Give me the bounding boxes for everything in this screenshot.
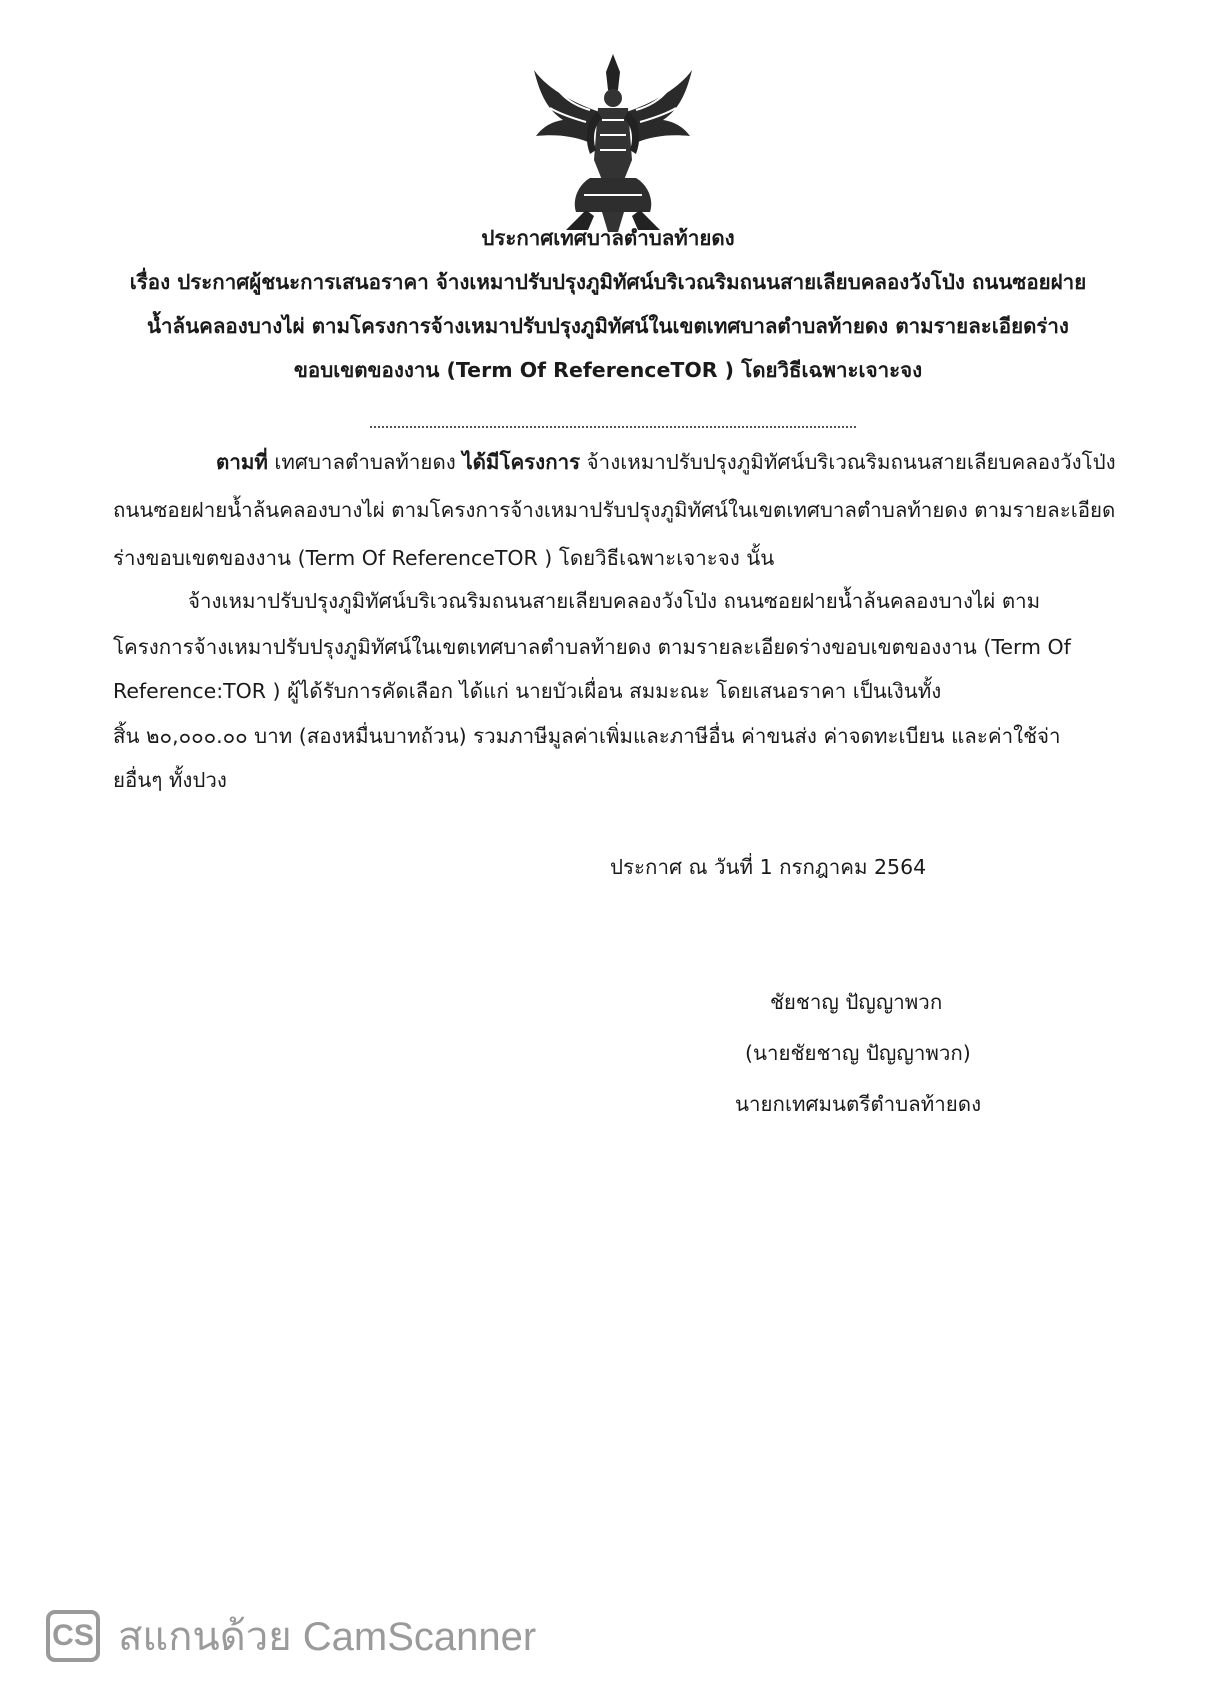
issuer-heading: ประกาศเทศบาลตำบลท้ายดง (481, 226, 735, 250)
subject-line-1: เรื่อง ประกาศผู้ชนะการเสนอราคา จ้างเหมาปรับปรุงภูมิทัศน์บริเวณริมถนนสายเลียบคลองวังโป่ง ถนนซอยฝาย (129, 270, 1087, 294)
paragraph1-project-label: ได้มีโครงการ (462, 450, 581, 474)
subject-line-3: ขอบเขตของงาน (Term Of ReferenceTOR ) โดยวิธีเฉพาะเจาะจง (293, 358, 923, 382)
camscanner-watermark (46, 1608, 536, 1664)
paragraph1-project-name: จ้างเหมาปรับปรุงภูมิทัศน์บริเวณริมถนนสายเลียบคลองวังโป่ง (586, 450, 1116, 474)
paragraph1-line3: ร่างขอบเขตของงาน (Term Of ReferenceTOR ) โดยวิธีเฉพาะเจาะจง นั้น (113, 546, 775, 570)
signature: ชัยชาญ ปัญญาพวก (770, 990, 943, 1014)
paragraph1-lead: ตามที่ (216, 450, 268, 474)
paragraph1-agency: เทศบาลตำบลท้ายดง (274, 450, 456, 474)
paragraph2-line5: ยอื่นๆ ทั้งปวง (113, 768, 227, 792)
paragraph2-line2: โครงการจ้างเหมาปรับปรุงภูมิทัศน์ในเขตเทศบาลตำบลท้ายดง ตามรายละเอียดร่างขอบเขตของงาน (Term Of (113, 635, 1071, 659)
paragraph2-line4: สิ้น ๒๐,๐๐๐.๐๐ บาท (สองหมื่นบาทถ้วน) รวมภาษีมูลค่าเพิ่มและภาษีอื่น ค่าขนส่ง ค่าจดทะเบียน และค่าใช้จ่า (113, 724, 1061, 748)
paragraph1-line2: ถนนซอยฝายน้ำล้นคลองบางไผ่ ตามโครงการจ้างเหมาปรับปรุงภูมิทัศน์ในเขตเทศบาลตำบลท้ายดง ตามรายละเอียด (113, 498, 1116, 522)
signer-position: นายกเทศมนตรีตำบลท้ายดง (735, 1092, 982, 1116)
paragraph1-line1 (216, 448, 1116, 476)
camscanner-logo-icon: CS (46, 1610, 100, 1662)
separator-line (370, 426, 856, 428)
subject-line-2: น้ำล้นคลองบางไผ่ ตามโครงการจ้างเหมาปรับปรุงภูมิทัศน์ในเขตเทศบาลตำบลท้ายดง ตามรายละเอียดร่าง (147, 314, 1069, 338)
garuda-emblem (528, 50, 698, 235)
paragraph2-line3: Reference:TOR ) ผู้ได้รับการคัดเลือก ได้แก่ นายบัวเผื่อน สมมะณะ โดยเสนอราคา เป็นเงินทั้ง (113, 679, 942, 703)
paragraph2-line1: จ้างเหมาปรับปรุงภูมิทัศน์บริเวณริมถนนสายเลียบคลองวังโป่ง ถนนซอยฝายน้ำล้นคลองบางไผ่ ตาม (188, 589, 1041, 613)
watermark-text: สแกนด้วย CamScanner (118, 1615, 537, 1659)
announce-date: ประกาศ ณ วันที่ 1 กรกฎาคม 2564 (610, 855, 927, 879)
signer-name: (นายชัยชาญ ปัญญาพวก) (745, 1041, 971, 1065)
